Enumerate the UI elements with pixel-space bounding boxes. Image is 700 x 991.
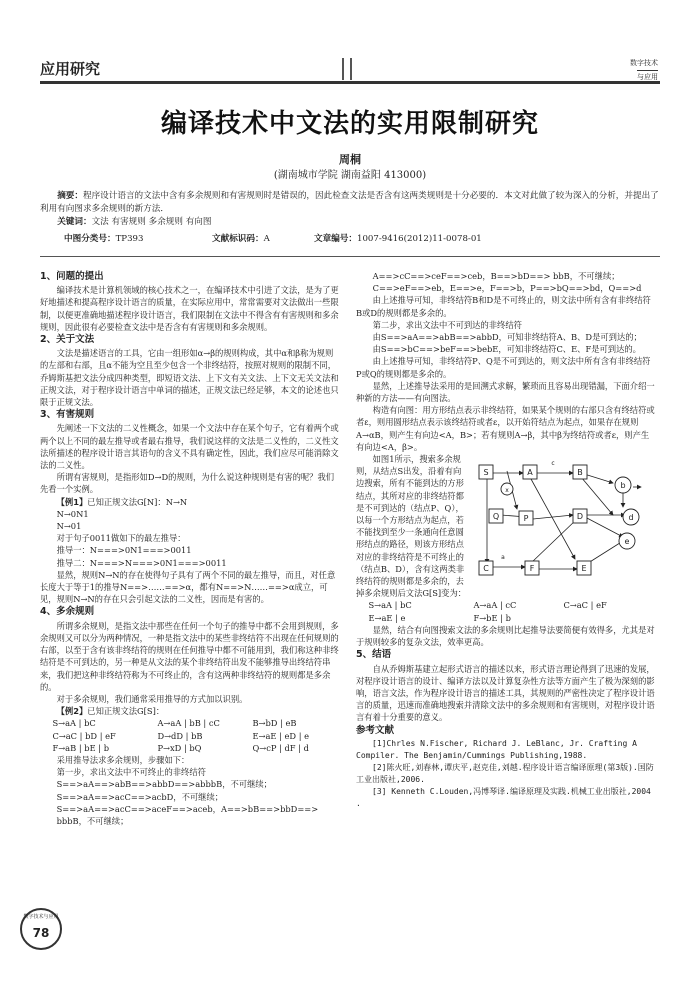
logo-text-top: 数字技术 (630, 59, 658, 67)
keywords: 文法 有害规则 多余规则 有向图 (91, 217, 212, 227)
directed-graph-figure (473, 455, 656, 593)
page-number-badge (20, 908, 62, 950)
section-heading: 1、问题的提出 (40, 271, 104, 282)
paragraph: 自从乔姆斯基建立起形式语言的描述以来，形式语言理论得到了迅速的发展，对程序设计语言的设计、编译方法以及计算复杂性方法等方面产生了极为深刻的影响，语言文法，作为程序设计语言的描述工具，其规则的严密性决定了程序设计语言的质量，迅速而准确地搜索并清除文法中的多余规则和有害规则，对程序设计语言有着十分重要的意义。 (356, 663, 655, 723)
example-heading: 【例2】已知正规文法G[S]： (56, 706, 165, 717)
derivation: 推导二：N===>N===>0N1===>0011 (56, 557, 227, 568)
paragraph: 所谓多余规则，是指文法中那些在任何一个句子的推导中都不会用到规则，多余规则又可以分为两种情况，一种是指文法中的某些非终结符不出现在任何规则的右部，以至于含有该非终结符的规则在任何推导中都不可能用到，我们称这种非终结符是不可到达的，另一种是从文法的某个非终结符出发不能够推导出终结符串来，我们把这种非终结符称为不可终止的，含有这两种非终结符的规则都是多余的。 (40, 620, 339, 692)
section-heading: 4、多余规则 (40, 606, 95, 618)
header-divider (342, 58, 344, 80)
right-column (356, 270, 656, 810)
paragraph: 由S==>bC==>beF==>bebE，可知非终结符C、E、F是可到达的。 (372, 344, 641, 355)
references-list (356, 738, 656, 810)
paragraph: 显然，结合有向图搜索文法的多余规则比起推导法要简便有效得多，尤其是对于规则较多的复杂文法，效率更高。 (356, 624, 655, 648)
article-id: 文章编号：1007-9416(2012)11-0078-01 (314, 234, 482, 244)
paragraph: 对于句子0011做如下的最左推导： (56, 533, 186, 544)
keywords-label: 关键词： (57, 217, 92, 227)
paragraph: 由S==>aA==>abB==>abbD，可知非终结符A、B、D是可到达的； (372, 332, 642, 343)
svg-text:a: a (501, 554, 505, 562)
paragraph: 文法是描述语言的工具，它由一组形如α→β的规则构成，其中α和β称为规则的左部和右部，且α不能为空且至少包含一个非终结符，按照对规则的限制不同，乔姆斯基把文法分成四种类型，即短语文法、上下文有关文法、上下文无关文法和正规文法，对于程序设计语言中单词的描述，正规文法已经足够，本文的论述也只限于正规文法。 (40, 348, 339, 408)
section-heading: 3、有害规则 (40, 409, 95, 421)
abstract-separator (40, 256, 660, 257)
references-heading: 参考文献 (356, 724, 395, 736)
section-heading: 2、关于文法 (40, 334, 95, 346)
svg-text:A: A (527, 468, 533, 478)
paragraph: 由上述推导可知，非终结符B和D是不可终止的，则文法中所有含有非终结符B或D的规则都是多余的。 (356, 295, 651, 318)
svg-text:F: F (529, 564, 535, 574)
paragraph: 显然，规则N→N的存在使得句子具有了两个不同的最左推导，而且，对任意长度大于等于1的推导N==>……==>α，都有N==>N……==>α成立，可见，规则N→N的存在只会引起文法的二义性，因而是有害的。 (40, 569, 336, 605)
paragraph: 采用推导法求多余规则，步骤如下： (56, 754, 190, 765)
reference-item: [1]Chrles N.Fischer, Richard J. LeBlanc, Jr. Crafting A Compiler. The Benjamin/Cummings Publishing,1988. (356, 738, 637, 760)
svg-text:S: S (483, 468, 489, 478)
paragraph: 如图1所示，搜索多余规则，从结点S出发，沿着有向边搜索，所有不能到达的方形结点，其所对应的非终结符都是不可到达的（结点P、Q），以每一个方形结点为起点，若不能找到至少一条通向任意圆形结点的路径，则该方形结点对应的非终结符是不可终止的（结点B、D），含有这两类非终结符的规则都是多余的，去掉多余规则后文法G[S]变为： (356, 454, 467, 599)
svg-text:d: d (628, 513, 634, 523)
derivation: S==>aA==>acC==>aceF==>aceb，A==>bB==>bbD==> bbbB，不可继续； (56, 803, 319, 826)
abstract-label: 摘要： (57, 191, 83, 201)
svg-text:e: e (624, 537, 630, 547)
section-heading: 5、结语 (356, 649, 392, 661)
paragraph: 显然，上述推导法采用的是回溯式求解，繁琐而且容易出现错漏，下面介绍一种新的方法——有向图法。 (356, 380, 655, 404)
example-heading: 【例1】已知正规文法G[N]：N→N (56, 496, 188, 507)
reference-item: [3] Kenneth C.Louden,冯博琴译.编译原理及实践.机械工业出版社,2004 . (356, 786, 651, 808)
svg-text:c: c (551, 460, 555, 468)
author: 周桐 (339, 153, 361, 166)
rule-row: S→aA | bC A→aA | cC C→aC | eF (368, 600, 607, 611)
svg-text:B: B (577, 468, 583, 478)
svg-text:b: b (620, 481, 626, 491)
rule: N→0N1 (56, 508, 89, 519)
svg-text:Q: Q (492, 512, 500, 522)
paragraph: 第一步，求出文法中不可终止的非终结符 (56, 767, 206, 778)
svg-text:x: x (505, 487, 509, 495)
derivation: A==>cC==>ceF==>ceb，B==>bD==> bbB，不可继续；C==>eF==>eb，E==>e，F==>b，P==>bQ==>bd，Q==>d (372, 271, 642, 294)
doc-code: 文献标识码：A (212, 234, 270, 244)
svg-text:E: E (581, 564, 587, 574)
journal-logo (600, 58, 660, 82)
derivation: S==>aA==>abB==>abbD==>abbbB，不可继续；S==>aA==>acC==>acbD，不可继续； (56, 779, 272, 802)
abstract-text: 程序设计语言的文法中含有多余规则和有害规则时是错误的，因此检查文法是否含有这两类规则是十分必要的．本文对此做了较为深入的分析，并提出了利用有向图求多余规则的新方法． (40, 191, 659, 214)
svg-text:C: C (483, 564, 489, 574)
rule: N→01 (56, 521, 82, 532)
abstract (40, 190, 660, 229)
section-label: 应用研究 (40, 60, 101, 78)
page-number: 78 (32, 926, 50, 940)
paragraph: 由上述推导可知，非终结符P、Q是不可到达的，则文法中所有含有非终结符P或Q的规则都是多余的。 (356, 356, 651, 379)
paragraph: 先阐述一下文法的二义性概念，如果一个文法中存在某个句子，它有着两个或两个以上不同的最左推导或者最右推导，我们说这样的文法是二义性的，二义性文法所描述的程序设计语言其语句的含义不具有确定性，因此，我们应尽可能消除文法的二义性。 (40, 423, 339, 471)
paragraph: 所谓有害规则，是指形如D→D的规则，为什么说这种规则是有害的呢？我们先看一个实例。 (40, 472, 335, 495)
clc-number: 中图分类号：TP393 (64, 234, 144, 244)
rule-row: S→aA | bC A→aA | bB | cC B→bD | eB (52, 718, 297, 729)
reference-item: [2]陈火旺,刘春林,谭庆平,赵克佳,刘越.程序设计语言编译原理(第3版).国防工业出版社,2006. (356, 762, 654, 784)
rule-row: C→aC | bD | eF D→dD | bB E→aE | eD | e (52, 730, 310, 741)
left-column (40, 270, 340, 827)
rule-row: E→aE | e F→bE | b (368, 612, 511, 623)
paragraph: 编译技术是计算机领域的核心技术之一，在编译技术中引进了文法，是为了更好地描述和提高程序设计语言的质量，在实际应用中，常常需要对文法做出一些限制，以便更准确地描述程序设计语言，我们限制在文法中不得含有有害规则和多余规则，因此很有必要检查文法中是否含有有害规则和多余规则。 (40, 285, 339, 332)
paper-title: 编译技术中文法的实用限制研究 (160, 109, 539, 139)
header-rule (40, 81, 660, 84)
rule-row: F→aB | bE | b P→xD | bQ Q→cP | dF | d (52, 742, 309, 753)
paragraph: 第二步，求出文法中不可到达的非终结符 (372, 319, 522, 330)
paragraph: 对于多余规则，我们通常采用推导的方式加以识别。 (56, 693, 248, 704)
svg-text:D: D (576, 512, 584, 522)
svg-text:P: P (523, 514, 529, 524)
header-divider (350, 58, 352, 80)
badge-text: 数字技术与应用 (23, 914, 59, 920)
derivation: 推导一：N===>0N1===>0011 (56, 545, 192, 556)
affiliation: (湖南城市学院 湖南益阳 413000) (273, 170, 427, 181)
logo-text-bottom: 与应用 (637, 70, 658, 82)
paragraph: 构造有向图：用方形结点表示非终结符，如果某个规则的右部只含有终结符或者ε，则用圆形结点表示该终结符或者ε，以开始符结点为起点，如果存在规则A→αB，则产生有向边<A，B>；若有规则A→β，其中β为终结符或者ε，则产生有向边<A，β>。 (356, 405, 655, 452)
